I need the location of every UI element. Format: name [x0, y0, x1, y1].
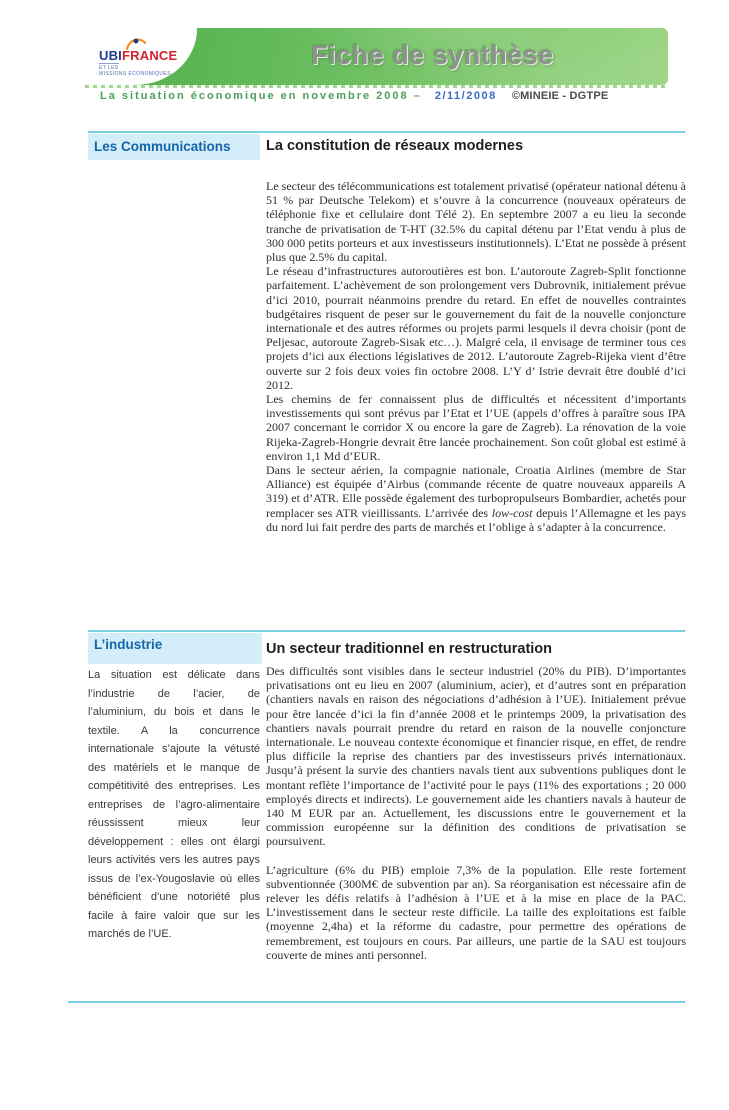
ubifrance-logo: [85, 28, 197, 85]
logo-tagline-small: ET LES: [99, 64, 119, 71]
section-divider-rule: [88, 131, 685, 133]
page-title: Fiche de synthèse: [311, 40, 554, 70]
logo-wordmark-ubi: UBI: [99, 47, 122, 63]
subtitle-text: La situation économique en novembre 2008 –: [100, 90, 422, 102]
section-label-industrie: L’industrie: [88, 633, 262, 664]
bottom-rule: [68, 1001, 685, 1003]
section-divider-rule: [88, 630, 685, 632]
section-label-communications: Les Communications: [88, 134, 260, 160]
body-paragraph: L’agriculture (6% du PIB) emploie 7,3% de la population. Elle reste fortement subventionnée (300M€ de subvention par an). Sa réorganisation est nécessaire afin de relever les défis relatifs à l’adhésion à l’UE et à la mise en place de la PAC. L’investissement dans le secteur reste difficile. La taille des exploitations est faible (moyenne 2,4ha) et la réforme du cadastre, pour permettre des opérations de remembrement, est toujours en cours. Par ailleurs, une partie de la SAU est toujours couverte de mines anti personnel.: [266, 862, 686, 962]
subtitle-row: [100, 90, 670, 102]
section-heading-communications: La constitution de réseaux modernes: [266, 138, 524, 154]
paragraph-text: depuis l’Allemagne et les pays du nord lui fait perdre des parts de marchés et l’oblige à s’adapter à la concurrence.: [266, 505, 686, 534]
body-paragraph: Le secteur des télécommunications est totalement privatisé (opérateur national détenu à 51 % par Deutsche Telekom) et s’ouvre à la concurrence (nouveaux opérateurs de téléphonie fixe et cellulaire dont Télé 2). En septembre 2007 a eu lieu la seconde tranche de privatisation de T-HT (32.5% du capital détenu par l’Etat vendu à plus de 300 000 petits porteurs et aux investisseurs institutionnels). L’Etat ne possède à présent plus que 2.5% du capital.: [266, 179, 686, 265]
subtitle-credit: ©MINEIE - DGTPE: [511, 90, 609, 102]
section-heading-industrie: Un secteur traditionnel en restructuration: [266, 641, 553, 657]
body-paragraph: [266, 463, 686, 534]
paragraph-italic-term: low-cost: [491, 505, 533, 520]
body-paragraph: Des difficultés sont visibles dans le secteur industriel (20% du PIB). D’importantes privatisations ont eu lieu en 2007 (aluminium, acier), et d’autres sont en préparation (chantiers navals en raison des négociations d’adhésion à l’UE). Initialement prévue pour être lancée d’ici la fin d’année 2008 et le printemps 2009, la privatisation des chantiers navals pourrait prendre du retard en raison de la nouvelle conjoncture internationale. Le nouveau contexte économique et financier risque, en effet, de rendre plus difficile la reprise des chantiers par des investisseurs privés internationaux. Jusqu’à présent la survie des chantiers navals tient aux subventions publiques dont le montant reflète l’importance de l’activité pour le pays (11% des exportations ; 20 000 employés directs et indirects). Le gouvernement aide les chantiers navals à hauteur de 140 M EUR par an. Actuellement, les discussions entre le gouvernement et la commission européenne sur la définition des conditions de privatisation se poursuivent.: [266, 664, 686, 849]
header-banner: [85, 28, 668, 85]
banner-perforation-edge: [85, 85, 668, 88]
industrie-body: [266, 664, 686, 962]
industrie-sidebar-note: La situation est délicate dans l’industrie de l’acier, de l’aluminium, du bois et dans le textile. A la concurrence internationale s’ajoute la vétusté des matériels et le manque de compétitivité des entreprises. Les entreprises de l’agro-alimentaire réussissent mieux leur développement : elles ont élargi leurs activités vers les autres pays issus de l’ex-Yougoslavie où elles bénéficient d’une notoriété plus facile à faire valoir que sur les marchés de l’UE.: [88, 669, 260, 940]
body-paragraph: Le réseau d’infrastructures autoroutières est bon. L’autoroute Zagreb-Split fonctionne parfaitement. L’achèvement de son prolongement vers Dubrovnik, initialement prévue d’ici 2010, pourrait néanmoins prendre du retard. En effet de nouvelles contraintes budgétaires risquent de peser sur le gouvernement du fait de la nouvelle conjoncture internationale et des autres réformes ou projets parmi lesquels il devra choisir (pont de Peljesac, autoroute Zagreb-Sisak etc…). Malgré cela, il envisage de terminer tous ces projets d’ici aux élections législatives de 2012. L’autoroute Zagreb-Rijeka vient d’être ouverte sur 2 fois deux voies fin octobre 2008. L’Y d’ Istrie devrait être doublé d’ici 2012.: [266, 264, 686, 392]
logo-wordmark-france: FRANCE: [122, 47, 178, 63]
body-paragraph: Les chemins de fer connaissent plus de difficultés et nécessitent d’importants investissements qui sont prévus par l’Etat et l’UE (appels d’offres à paraître sous IPA 2007 concernant le corridor X ou encore la gare de Zagreb). La rénovation de la voie Rijeka-Zagreb-Hongrie devrait être lancée prochainement. Son coût global est estimé à environ 1,1 Md d’EUR.: [266, 392, 686, 463]
subtitle-date: 2/11/2008: [434, 90, 497, 102]
logo-tagline: MISSIONS ECONOMIQUES: [99, 70, 171, 77]
communications-body: [266, 179, 686, 534]
logo-wordmark: [99, 49, 177, 62]
paragraph-text: Dans le secteur aérien, la compagnie nationale, Croatia Airlines (membre de Star Alliance) est équipée d’Airbus (commande récente de quatre nouveaux appareils A 319) et d’ATR. Elle possède également des turbopropulseurs Bombardier, achetés pour remplacer ses ATR vieillissants. L’arrivée des: [266, 463, 686, 520]
